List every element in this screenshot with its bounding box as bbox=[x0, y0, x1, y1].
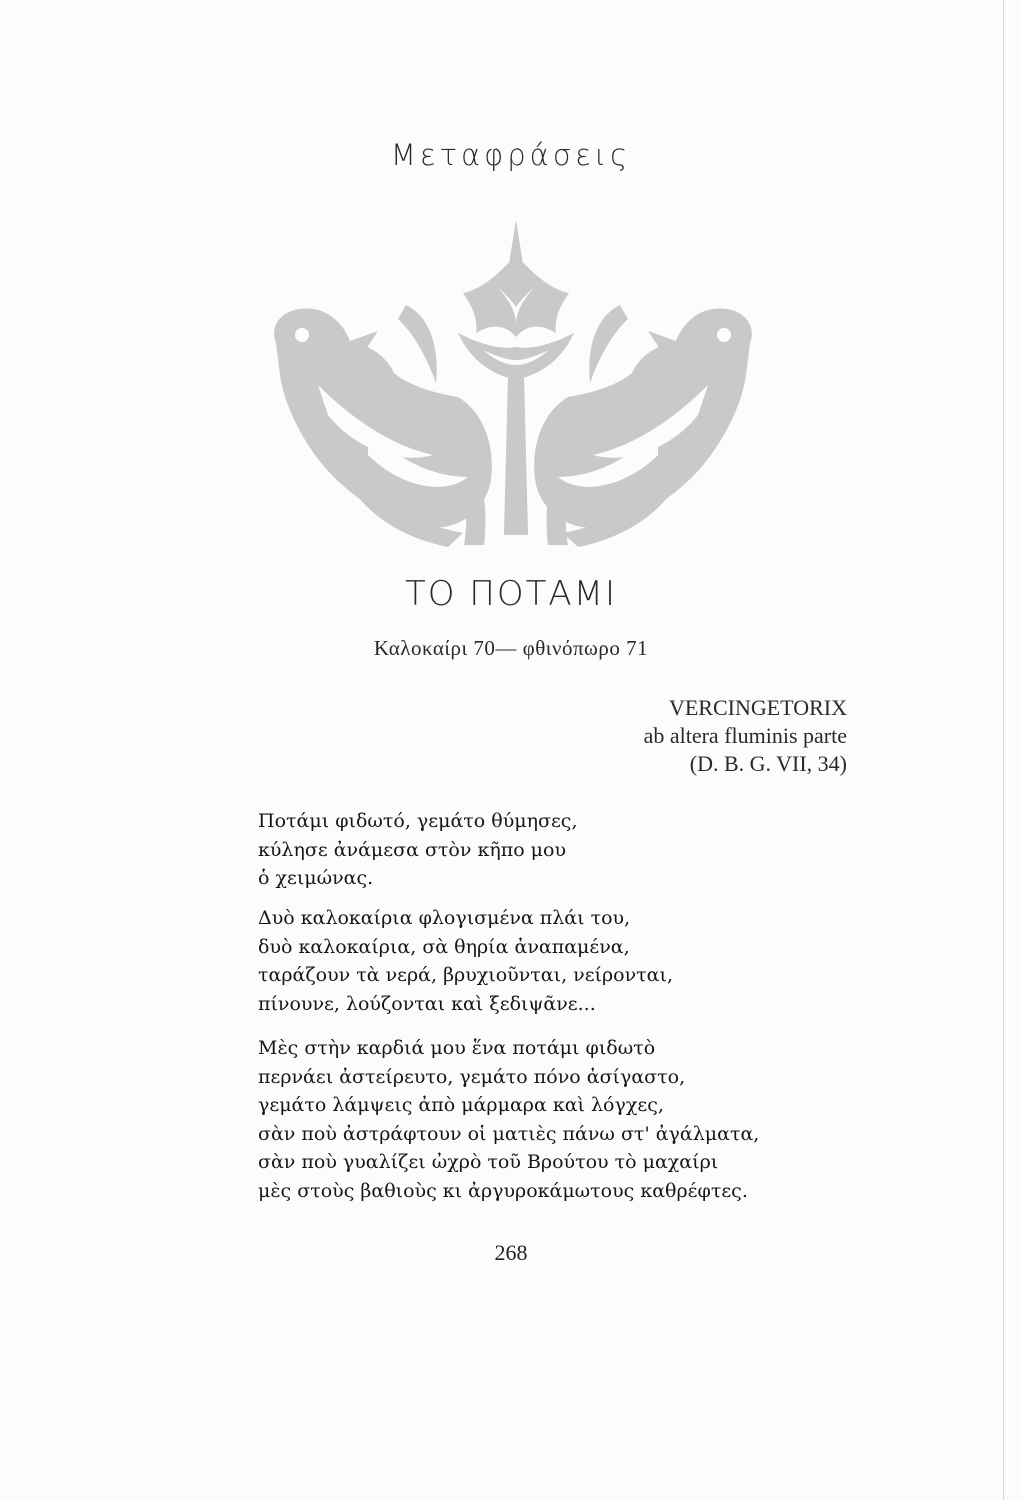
verse-line: Ποτάμι φιδωτό, γεμάτο θύμησες, bbox=[258, 810, 578, 832]
epigraph-line: VERCINGETORIX bbox=[668, 695, 847, 720]
verse-line: Μὲς στὴν καρδιά μου ἕνα ποτάμι φιδωτὸ bbox=[258, 1037, 656, 1059]
verse-line: σὰν ποὺ ἀστράφτουν οἱ ματιὲς πάνω στ' ἀγάλματα, bbox=[258, 1122, 760, 1145]
epigraph bbox=[644, 694, 847, 778]
page-number: 268 bbox=[494, 1240, 528, 1265]
stanza-2 bbox=[258, 904, 818, 1018]
verse-line: πίνουνε, λούζονται καὶ ξεδιψᾶνε... bbox=[258, 992, 596, 1015]
stanza-1 bbox=[258, 807, 818, 893]
verse-line: περνάει ἀστείρευτο, γεμάτο πόνο ἀσίγαστο, bbox=[258, 1065, 686, 1088]
verse-line: Δυὸ καλοκαίρια φλογισμένα πλάι του, bbox=[258, 907, 631, 929]
verse-line: μὲς στοὺς βαθιοὺς κι ἀργυροκάμωτους καθρέφτες. bbox=[258, 1179, 748, 1202]
verse-line: ὁ χειμώνας. bbox=[258, 867, 374, 889]
poem-date: Καλοκαίρι 70— φθινόπωρο 71 bbox=[373, 636, 649, 660]
section-title: Μεταφράσεις bbox=[390, 138, 632, 172]
stanza-3 bbox=[258, 1034, 818, 1205]
verse-line: ταράζουν τὰ νερά, βρυχιοῦνται, νείρονται, bbox=[258, 964, 673, 986]
page-edge-line bbox=[1003, 0, 1004, 1500]
verse-line: δυὸ καλοκαίρια, σὰ θηρία ἀναπαμένα, bbox=[258, 935, 630, 958]
verse-line: κύλησε ἀνάμεσα στὸν κῆπο μου bbox=[258, 838, 567, 861]
verse-line: σὰν ποὺ γυαλίζει ὠχρὸ τοῦ Βρούτου τὸ μαχαίρι bbox=[258, 1151, 719, 1173]
epigraph-line: ab altera fluminis parte bbox=[643, 723, 847, 748]
verse-line: γεμάτο λάμψεις ἀπὸ μάρμαρα καὶ λόγχες, bbox=[258, 1094, 664, 1116]
poem-title: ΤΟ ΠΟΤΑΜΙ bbox=[404, 574, 618, 614]
epigraph-line: (D. B. G. VII, 34) bbox=[689, 751, 847, 776]
floral-birds-ornament-icon bbox=[258, 215, 768, 550]
